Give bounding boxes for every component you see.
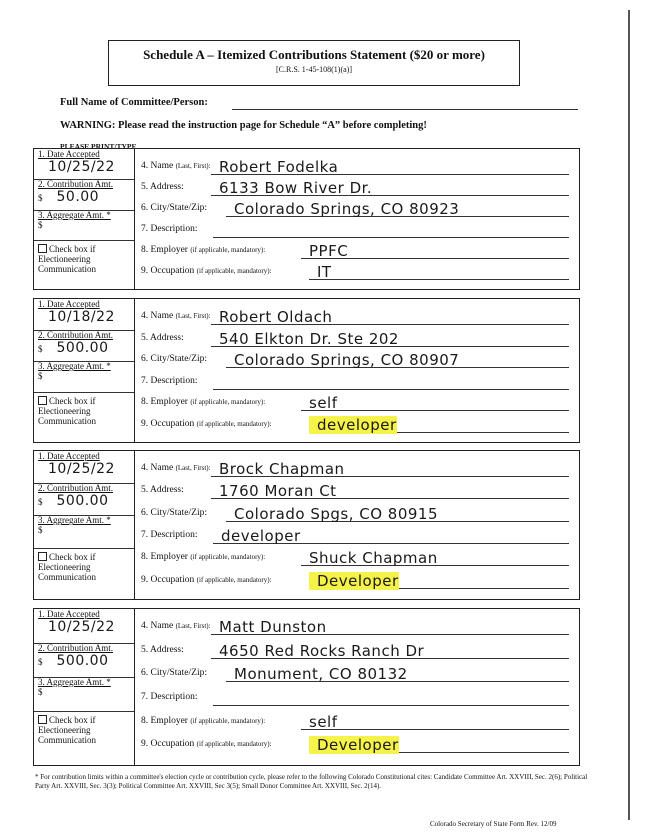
date-cell[interactable] — [34, 451, 134, 484]
print-type-label: PLEASE PRINT/TYPE — [60, 142, 137, 151]
warning-text: WARNING: Please read the instruction page for Schedule “A” before completing! — [60, 120, 427, 131]
employer-field[interactable] — [301, 550, 569, 566]
name-field[interactable] — [211, 159, 569, 175]
name-value: Matt Dunston — [219, 618, 327, 636]
committee-label: Full Name of Committee/Person: — [60, 97, 208, 108]
employer-field[interactable] — [301, 395, 569, 411]
electioneering-checkbox[interactable] — [38, 244, 47, 253]
record-left-column — [34, 609, 135, 765]
description-value — [213, 373, 221, 391]
electioneering-checkbox[interactable] — [38, 552, 47, 561]
dollar-sign: $ — [38, 193, 43, 204]
record-left-column — [34, 299, 135, 442]
date-cell[interactable] — [34, 609, 134, 644]
employer-value: PPFC — [309, 242, 349, 260]
checkbox-label-line3: Communication — [38, 734, 96, 745]
amount-value: 500.00 — [56, 340, 109, 357]
amount-value: 500.00 — [56, 652, 109, 669]
date-label: 1. Date Accepted — [38, 451, 100, 461]
date-cell[interactable] — [34, 299, 134, 331]
city-label: 6. City/State/Zip: — [141, 354, 207, 364]
address-label: 5. Address: — [141, 644, 184, 655]
record-left-column — [34, 451, 135, 599]
contribution-record — [33, 298, 580, 443]
amount-cell[interactable] — [34, 643, 134, 678]
form-title-box — [108, 40, 520, 86]
dollar-sign: $ — [38, 686, 43, 697]
contribution-record — [33, 608, 580, 766]
amount-label: 2. Contribution Amt. — [38, 483, 114, 494]
occupation-label: 9. Occupation (if applicable, mandatory): — [141, 418, 272, 429]
name-label: 4. Name (Last, First): — [141, 311, 211, 321]
description-field[interactable] — [213, 374, 569, 390]
description-value: developer — [221, 527, 301, 545]
address-value: 1760 Moran Ct — [219, 482, 337, 501]
occupation-label: 9. Occupation (if applicable, mandatory): — [141, 739, 272, 750]
employer-label: 8. Employer (if applicable, mandatory): — [141, 245, 266, 255]
checkbox-label: Check box if — [49, 244, 96, 255]
city-field[interactable] — [226, 352, 569, 368]
checkbox-label: Check box if — [49, 551, 96, 562]
address-label: 5. Address: — [141, 485, 184, 496]
name-field[interactable] — [211, 461, 569, 477]
name-label: 4. Name (Last, First): — [141, 463, 211, 473]
checkbox-label-line2: Electioneering — [38, 254, 91, 265]
checkbox-label-line3: Communication — [38, 571, 96, 582]
amount-cell[interactable] — [34, 330, 134, 362]
checkbox-label: Check box if — [49, 396, 96, 407]
name-value: Brock Chapman — [219, 460, 345, 478]
checkbox-label-line2: Electioneering — [38, 561, 91, 572]
aggregate-label: 3. Aggregate Amt. * — [38, 515, 111, 526]
date-value: 10/18/22 — [48, 309, 115, 325]
occupation-field[interactable] — [309, 417, 569, 433]
occupation-label: 9. Occupation (if applicable, mandatory): — [141, 574, 272, 585]
address-label: 5. Address: — [141, 332, 184, 343]
city-label: 6. City/State/Zip: — [141, 507, 207, 518]
city-label: 6. City/State/Zip: — [141, 203, 207, 213]
form-revision: Colorado Secretary of State Form Rev. 12/09 — [430, 820, 557, 828]
amount-label: 2. Contribution Amt. — [38, 642, 114, 653]
amount-value: 50.00 — [56, 189, 100, 206]
description-value — [213, 689, 221, 707]
description-field[interactable] — [213, 222, 569, 238]
occupation-field[interactable] — [309, 573, 569, 589]
city-value: Colorado Spgs, CO 80915 — [234, 504, 439, 523]
date-label: 1. Date Accepted — [38, 149, 100, 159]
name-value: Robert Oldach — [219, 308, 333, 326]
name-value: Robert Fodelka — [219, 158, 339, 176]
date-value: 10/25/22 — [48, 619, 115, 635]
name-label: 4. Name (Last, First): — [141, 621, 211, 631]
employer-value: self — [309, 712, 338, 731]
dollar-sign: $ — [38, 497, 43, 508]
employer-value: self — [309, 394, 338, 412]
record-left-column — [34, 149, 135, 289]
address-value: 4650 Red Rocks Ranch Dr — [219, 641, 425, 660]
aggregate-cell[interactable] — [34, 210, 134, 241]
city-value: Colorado Springs, CO 80907 — [234, 351, 460, 369]
electioneering-cell[interactable] — [34, 552, 134, 582]
description-label: 7. Description: — [141, 224, 198, 234]
occupation-value: Developer — [309, 736, 399, 754]
employer-label: 8. Employer (if applicable, mandatory): — [141, 552, 266, 563]
electioneering-cell[interactable] — [34, 396, 134, 426]
electioneering-checkbox[interactable] — [38, 396, 47, 405]
dollar-sign: $ — [38, 371, 43, 382]
amount-cell[interactable] — [34, 179, 134, 210]
aggregate-label: 3. Aggregate Amt. * — [38, 676, 111, 687]
employer-field[interactable] — [301, 243, 569, 259]
amount-cell[interactable] — [34, 483, 134, 516]
city-field[interactable] — [226, 201, 569, 217]
address-value: 540 Elkton Dr. Ste 202 — [219, 329, 399, 348]
date-label: 1. Date Accepted — [38, 299, 100, 309]
checkbox-label-line3: Communication — [38, 416, 96, 427]
form-citation: [C.R.S. 1-45-108(1)(a)] — [276, 65, 352, 74]
city-value: Colorado Springs, CO 80923 — [234, 200, 460, 218]
aggregate-label: 3. Aggregate Amt. * — [38, 361, 111, 372]
address-field[interactable] — [211, 643, 569, 659]
scan-edge — [628, 10, 630, 820]
description-label: 7. Description: — [141, 692, 198, 702]
date-value: 10/25/22 — [48, 461, 115, 477]
name-label: 4. Name (Last, First): — [141, 161, 211, 171]
dollar-sign: $ — [38, 344, 43, 355]
date-label: 1. Date Accepted — [38, 609, 100, 619]
dollar-sign: $ — [38, 219, 43, 230]
city-field[interactable] — [226, 506, 569, 522]
footer-note: * For contribution limits within a committee's election cycle or contribution cycle, please refer to the following Colorado Constitutional cites: Candidate Committee Art. XXVIII, Sec. 2(6); Political Party Art. XXVIII, Sec. 3(3); Political Committee Art. XXVIII, Sec 3(5); Small Donor Committee Art. XXVIII, Sec. 2(14). — [35, 773, 588, 790]
amount-value: 500.00 — [56, 493, 109, 510]
date-value: 10/25/22 — [48, 159, 115, 175]
occupation-value: developer — [309, 416, 397, 434]
aggregate-label: 3. Aggregate Amt. * — [38, 209, 111, 220]
occupation-field[interactable] — [309, 737, 569, 753]
aggregate-cell[interactable] — [34, 677, 134, 712]
checkbox-label-line2: Electioneering — [38, 724, 91, 735]
form-title: Schedule A – Itemized Contributions Statement ($20 or more) — [143, 47, 485, 62]
city-value: Monument, CO 80132 — [234, 665, 408, 684]
occupation-value: Developer — [309, 572, 399, 590]
checkbox-label: Check box if — [49, 714, 96, 725]
electioneering-cell[interactable] — [34, 244, 134, 274]
employer-value: Shuck Chapman — [309, 549, 438, 568]
description-label: 7. Description: — [141, 530, 198, 540]
amount-label: 2. Contribution Amt. — [38, 179, 114, 190]
checkbox-label-line2: Electioneering — [38, 406, 91, 417]
occupation-field[interactable] — [309, 264, 569, 280]
address-value: 6133 Bow River Dr. — [219, 179, 373, 197]
date-cell[interactable] — [34, 149, 134, 180]
electioneering-checkbox[interactable] — [38, 715, 47, 724]
employer-label: 8. Employer (if applicable, mandatory): — [141, 715, 266, 726]
dollar-sign: $ — [38, 656, 43, 667]
occupation-label: 9. Occupation (if applicable, mandatory): — [141, 266, 272, 276]
address-field[interactable] — [211, 180, 569, 196]
contribution-record — [33, 450, 580, 600]
address-label: 5. Address: — [141, 182, 184, 192]
employer-field[interactable] — [301, 714, 569, 730]
description-field[interactable] — [213, 690, 569, 706]
city-field[interactable] — [226, 666, 569, 682]
checkbox-label-line3: Communication — [38, 264, 96, 275]
electioneering-cell[interactable] — [34, 715, 134, 745]
name-field[interactable] — [211, 619, 569, 635]
committee-field[interactable] — [232, 109, 578, 110]
description-label: 7. Description: — [141, 375, 198, 386]
dollar-sign: $ — [38, 525, 43, 536]
occupation-value: IT — [317, 263, 332, 281]
address-field[interactable] — [211, 331, 569, 347]
description-value — [213, 221, 221, 239]
contribution-record — [33, 148, 580, 290]
description-field[interactable] — [213, 528, 569, 544]
amount-label: 2. Contribution Amt. — [38, 330, 114, 341]
employer-label: 8. Employer (if applicable, mandatory): — [141, 397, 266, 407]
aggregate-cell[interactable] — [34, 361, 134, 393]
city-label: 6. City/State/Zip: — [141, 668, 207, 679]
aggregate-cell[interactable] — [34, 515, 134, 548]
address-field[interactable] — [211, 483, 569, 499]
name-field[interactable] — [211, 309, 569, 325]
